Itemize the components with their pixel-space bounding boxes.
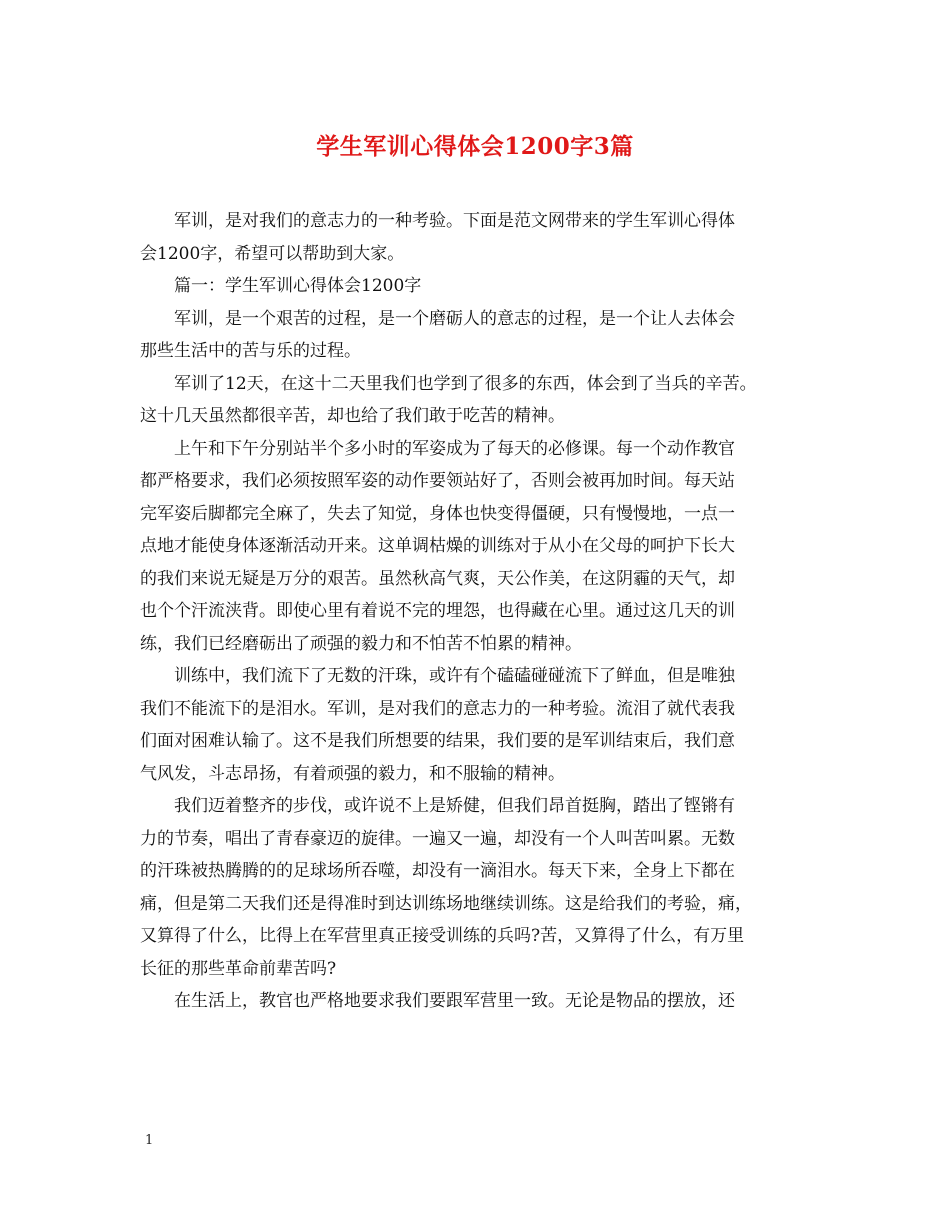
text-line: 们面对困难认输了。这不是我们所想要的结果，我们要的是军训结束后，我们意 <box>140 731 735 751</box>
text-line: 训练中，我们流下了无数的汗珠，或许有个磕磕碰碰流下了鲜血，但是唯独 <box>174 666 735 686</box>
text-line: 我们不能流下的是泪水。军训，是对我们的意志力的一种考验。流泪了就代表我 <box>140 698 735 719</box>
text-line: 气风发，斗志昂扬，有着顽强的毅力，和不服输的精神。 <box>140 763 565 784</box>
paragraph <box>140 433 815 661</box>
document-body <box>140 205 815 1018</box>
text-line: 力的节奏，唱出了青春豪迈的旋律。一遍又一遍，却没有一个人叫苦叫累。无数 <box>140 828 735 849</box>
text-line: 练，我们已经磨砺出了顽强的毅力和不怕苦不怕累的精神。 <box>140 633 582 654</box>
text-line: 的汗珠被热腾腾的的足球场所吞噬，却没有一滴泪水。每天下来，全身上下都在 <box>140 861 735 881</box>
text-line: 这十几天虽然都很辛苦，却也给了我们敢于吃苦的精神。 <box>140 406 565 426</box>
text-line: 在生活上，教官也严格地要求我们要跟军营里一致。无论是物品的摆放，还 <box>174 991 735 1011</box>
text-line: 篇一：学生军训心得体会1200字 <box>174 276 422 296</box>
text-line: 会1200字，希望可以帮助到大家。 <box>140 243 405 264</box>
text-line: 军训，是对我们的意志力的一种考验。下面是范文网带来的学生军训心得体 <box>174 211 735 231</box>
text-line: 完军姿后脚都完全麻了，失去了知觉，身体也快变得僵硬，只有慢慢地，一点一 <box>140 503 735 524</box>
page-number: 1 <box>145 1133 154 1148</box>
text-line: 的我们来说无疑是万分的艰苦。虽然秋高气爽，天公作美，在这阴霾的天气，却 <box>140 568 735 589</box>
text-line: 也个个汗流浃背。即使心里有着说不完的埋怨，也得藏在心里。通过这几天的训 <box>140 601 735 621</box>
paragraph <box>140 205 815 270</box>
text-line: 长征的那些革命前辈苦吗? <box>140 958 337 979</box>
text-line: 上午和下午分别站半个多小时的军姿成为了每天的必修课。每一个动作教官 <box>174 438 735 459</box>
text-line: 痛，但是第二天我们还是得准时到达训练场地继续训练。这是给我们的考验，痛， <box>140 893 752 914</box>
paragraph <box>140 985 815 1018</box>
text-line: 都严格要求，我们必须按照军姿的动作要领站好了，否则会被再加时间。每天站 <box>140 471 735 491</box>
document-title: 学生军训心得体会1200字3篇 <box>316 133 634 160</box>
text-line: 军训，是一个艰苦的过程，是一个磨砺人的意志的过程，是一个让人去体会 <box>174 308 735 329</box>
text-line: 又算得了什么，比得上在军营里真正接受训练的兵吗?苦，又算得了什么，有万里 <box>140 926 745 946</box>
section-heading <box>140 270 815 303</box>
text-line: 军训了12天，在这十二天里我们也学到了很多的东西，体会到了当兵的辛苦。 <box>174 373 757 394</box>
text-line: 我们迈着整齐的步伐，或许说不上是矫健，但我们昂首挺胸，踏出了铿锵有 <box>174 796 735 816</box>
paragraph <box>140 368 815 433</box>
paragraph <box>140 660 815 790</box>
text-line: 点地才能使身体逐渐活动开来。这单调枯燥的训练对于从小在父母的呵护下长大 <box>140 536 735 556</box>
paragraph <box>140 790 815 985</box>
text-line: 那些生活中的苦与乐的过程。 <box>140 341 361 361</box>
paragraph <box>140 303 815 368</box>
